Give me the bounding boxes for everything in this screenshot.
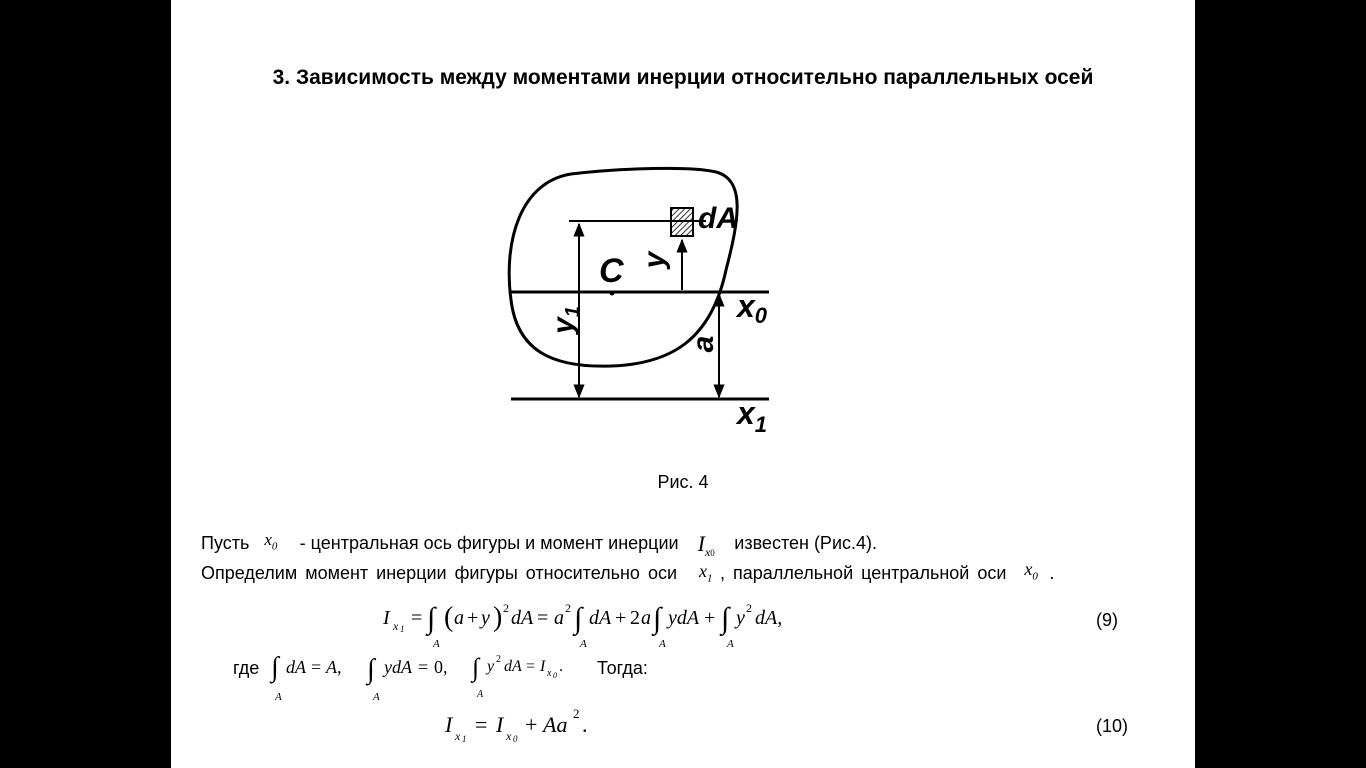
- svg-text:A: A: [373, 691, 380, 703]
- label-y1: y: [547, 317, 580, 334]
- svg-text:y: y: [487, 658, 495, 675]
- svg-text:.: .: [582, 712, 588, 737]
- svg-text:x0: [735, 288, 768, 328]
- svg-text:A: A: [433, 638, 440, 650]
- var-x0-sub: 0: [271, 540, 278, 553]
- label-x0: x: [737, 288, 755, 324]
- svg-text:+: +: [615, 607, 627, 629]
- text-then: Тогда:: [597, 658, 648, 678]
- var-x0-b: x: [1024, 559, 1033, 579]
- svg-text:x: x: [506, 729, 512, 743]
- svg-text:I: I: [540, 658, 546, 675]
- svg-text:∫: ∫: [472, 653, 480, 682]
- svg-text:dA: dA: [504, 658, 522, 675]
- figure-caption: Рис. 4: [657, 472, 709, 492]
- svg-text:I: I: [383, 607, 390, 629]
- svg-text:dA,: dA,: [755, 607, 783, 629]
- label-a: a: [687, 335, 720, 353]
- svg-text:a: a: [554, 607, 564, 629]
- svg-text:y: y: [481, 607, 490, 629]
- svg-text:+: +: [704, 607, 716, 629]
- centroid-point: [610, 291, 615, 296]
- var-x0: x: [264, 530, 272, 549]
- svg-text:=: =: [537, 607, 549, 629]
- svg-text:A: A: [275, 691, 282, 703]
- svg-text:a: a: [641, 607, 651, 629]
- label-x1-sub: 1: [754, 412, 768, 437]
- var-I-subsub: 0: [710, 548, 715, 559]
- svg-text:∫: ∫: [367, 654, 375, 685]
- svg-text:∫: ∫: [271, 652, 279, 683]
- equation-9: [371, 592, 851, 654]
- var-I: I: [697, 531, 705, 556]
- slide-title: 3. Зависимость между моментами инерции относительно параллельных осей: [272, 66, 1094, 89]
- text-where: где: [233, 658, 260, 678]
- svg-text:x: x: [455, 729, 461, 743]
- svg-text:∫: ∫: [427, 602, 436, 635]
- svg-text:2: 2: [503, 601, 509, 615]
- svg-text:A: A: [477, 689, 484, 700]
- svg-text:dA: dA: [511, 607, 534, 629]
- var-x1: x: [699, 561, 708, 581]
- svg-text:): ): [493, 602, 503, 633]
- text-central-axis: - центральная ось фигуры и момент инерции: [299, 533, 679, 553]
- svg-text:2: 2: [573, 706, 580, 721]
- label-y: y: [638, 251, 671, 269]
- dA-element: [671, 208, 693, 236]
- slide: [171, 0, 1195, 768]
- svg-text:dA: dA: [286, 657, 306, 677]
- equation-10: [439, 702, 639, 752]
- svg-text:2: 2: [565, 601, 571, 615]
- text-determine: Определим момент инерции фигуры относительно оси: [201, 563, 678, 583]
- svg-text:∫: ∫: [653, 602, 662, 635]
- svg-text:=: =: [411, 607, 423, 629]
- svg-text:1: 1: [400, 624, 405, 634]
- text-let: Пусть: [201, 533, 250, 553]
- text-known: известен (Рис.4).: [734, 533, 877, 553]
- var-x1-sub: 1: [707, 572, 713, 585]
- var-I-sub: x: [704, 545, 711, 560]
- equation-10-number: (10): [1096, 716, 1129, 736]
- label-x1: x: [737, 395, 755, 431]
- svg-text:(: (: [444, 602, 454, 633]
- svg-text:I: I: [445, 712, 453, 737]
- paragraph-line-2: [201, 559, 1055, 587]
- svg-text:=: =: [311, 657, 322, 677]
- svg-text:ydA: ydA: [668, 607, 700, 629]
- svg-text:0: 0: [513, 734, 518, 744]
- label-dA: dA: [698, 202, 738, 235]
- svg-text:x1: [735, 395, 767, 437]
- label-C: C: [599, 252, 624, 290]
- svg-text:A: A: [727, 638, 734, 650]
- svg-text:2: 2: [630, 607, 640, 629]
- svg-text:2: 2: [746, 601, 752, 615]
- label-y1-sub: 1: [562, 306, 584, 318]
- svg-text:A: A: [580, 638, 587, 650]
- svg-text:.: .: [559, 658, 563, 675]
- equation-9-number: (9): [1096, 610, 1118, 630]
- svg-text:ydA: ydA: [384, 657, 412, 677]
- svg-text:∫: ∫: [574, 602, 583, 635]
- svg-text:2: 2: [496, 654, 501, 665]
- svg-text:+: +: [467, 607, 479, 629]
- svg-text:dA: dA: [589, 607, 612, 629]
- label-x0-sub: 0: [754, 303, 768, 328]
- equation-where: [267, 646, 597, 706]
- svg-text:0,: 0,: [434, 657, 448, 677]
- svg-text:=: =: [526, 658, 536, 675]
- svg-text:1: 1: [462, 734, 467, 744]
- text-period: .: [1049, 563, 1055, 583]
- text-parallel: , параллельной центральной оси: [720, 563, 1007, 583]
- svg-text:∫: ∫: [721, 602, 730, 635]
- svg-text:I: I: [496, 712, 504, 737]
- svg-text:=: =: [475, 712, 488, 737]
- svg-text:A: A: [659, 638, 666, 650]
- svg-text:=: =: [418, 657, 429, 677]
- paragraph-line-1: [201, 529, 877, 558]
- svg-text:0: 0: [553, 671, 557, 680]
- var-x0-b-sub: 0: [1032, 570, 1038, 583]
- svg-text:A,: A,: [326, 657, 342, 677]
- svg-text:+: +: [525, 712, 538, 737]
- svg-text:a: a: [454, 607, 464, 629]
- parallel-axes-figure: [501, 160, 821, 450]
- svg-text:y: y: [736, 607, 745, 629]
- svg-text:x: x: [547, 668, 552, 679]
- svg-text:Aa: Aa: [543, 712, 568, 737]
- svg-text:x: x: [393, 619, 399, 633]
- svg-text:y1: [547, 306, 584, 336]
